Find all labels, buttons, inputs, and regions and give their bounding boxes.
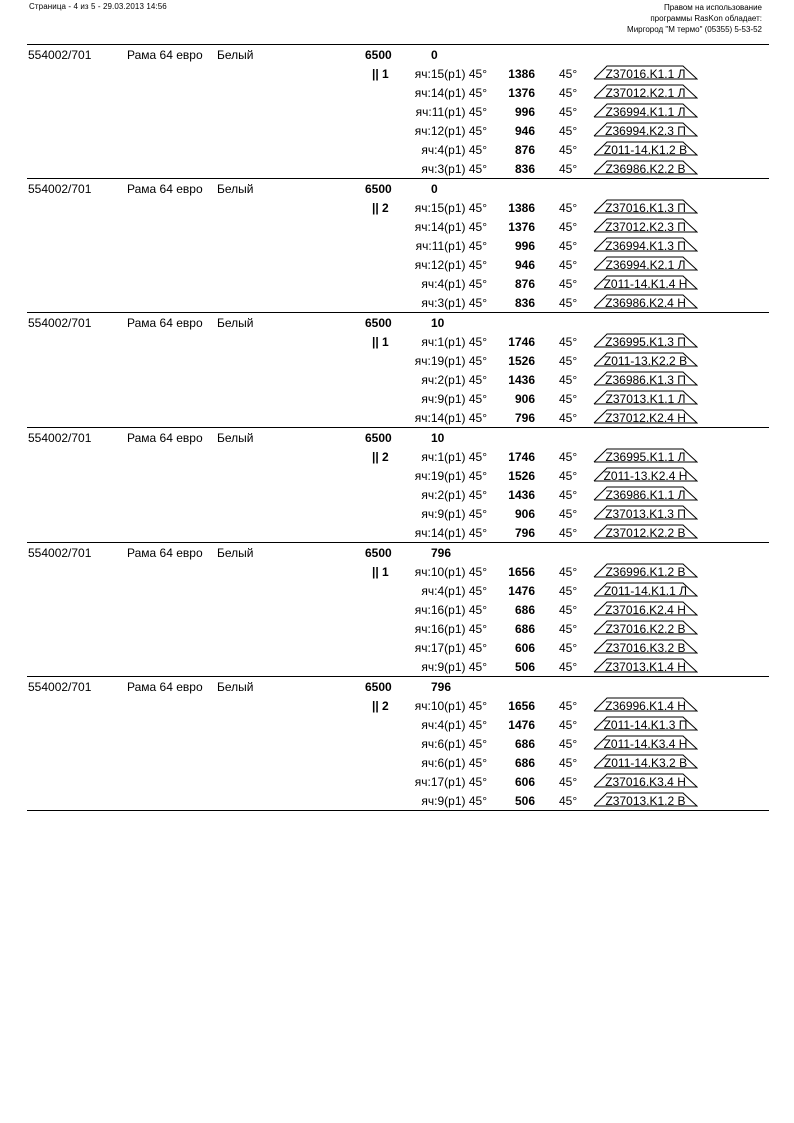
bar-header-row xyxy=(27,677,769,696)
profile-name: Рама 64 евро xyxy=(127,680,203,694)
cut-angle: 45° xyxy=(559,718,578,732)
part-mark-label: Z37016.K3.4 Н xyxy=(605,775,686,789)
cut-row xyxy=(27,619,769,638)
cell-ref: яч:3(р1) 45° xyxy=(421,296,487,310)
part-mark xyxy=(593,65,698,80)
cut-size: 996 xyxy=(514,239,535,253)
cut-row xyxy=(27,715,769,734)
bar-offset: 0 xyxy=(431,48,438,62)
profile-color: Белый xyxy=(217,48,254,62)
cut-row xyxy=(27,236,769,255)
cut-row xyxy=(27,370,769,389)
cell-ref: яч:15(р1) 45° xyxy=(414,201,487,215)
profile-bar-group xyxy=(27,45,769,179)
cell-ref: яч:2(р1) 45° xyxy=(421,373,487,387)
cut-angle: 45° xyxy=(559,354,578,368)
bar-side: || 1 xyxy=(372,335,389,349)
part-mark-label: Z37012.K2.4 Н xyxy=(605,411,686,425)
cell-ref: яч:10(р1) 45° xyxy=(414,699,487,713)
cell-ref: яч:14(р1) 45° xyxy=(414,220,487,234)
part-mark-label: Z36994.K2.1 Л xyxy=(605,258,686,272)
cut-size: 1656 xyxy=(508,699,535,713)
part-mark xyxy=(593,601,698,616)
cell-ref: яч:6(р1) 45° xyxy=(421,737,487,751)
cell-ref: яч:4(р1) 45° xyxy=(421,584,487,598)
part-mark xyxy=(593,467,698,482)
license-line: программы RasKon обладает: xyxy=(650,14,762,23)
cut-angle: 45° xyxy=(559,507,578,521)
cut-row xyxy=(27,581,769,600)
profile-code: 554002/701 xyxy=(28,316,92,330)
profile-bar-group xyxy=(27,677,769,811)
cut-row xyxy=(27,140,769,159)
part-mark-label: Z36986.K2.2 В xyxy=(605,162,686,176)
cell-ref: яч:14(р1) 45° xyxy=(414,411,487,425)
profile-name: Рама 64 евро xyxy=(127,316,203,330)
part-mark-label: Z011-14.K1.1 Л xyxy=(603,584,688,598)
part-mark xyxy=(593,275,698,290)
bar-side: || 1 xyxy=(372,67,389,81)
cut-angle: 45° xyxy=(559,756,578,770)
cell-ref: яч:19(р1) 45° xyxy=(414,469,487,483)
cut-angle: 45° xyxy=(559,258,578,272)
bar-offset: 0 xyxy=(431,182,438,196)
cut-size: 906 xyxy=(514,507,535,521)
part-mark xyxy=(593,582,698,597)
cell-ref: яч:1(р1) 45° xyxy=(421,450,487,464)
cut-angle: 45° xyxy=(559,737,578,751)
cut-angle: 45° xyxy=(559,660,578,674)
cut-row xyxy=(27,274,769,293)
bar-side: || 1 xyxy=(372,565,389,579)
bar-header-row xyxy=(27,179,769,198)
cut-row xyxy=(27,734,769,753)
cell-ref: яч:17(р1) 45° xyxy=(414,641,487,655)
part-mark-label: Z36996.K1.2 В xyxy=(605,565,686,579)
part-mark xyxy=(593,160,698,175)
cut-row xyxy=(27,255,769,274)
part-mark-label: Z37013.K1.3 П xyxy=(605,507,686,521)
cut-size: 686 xyxy=(514,737,535,751)
profile-bar-group xyxy=(27,543,769,677)
part-mark xyxy=(593,524,698,539)
cut-size: 1376 xyxy=(508,86,535,100)
bar-length: 6500 xyxy=(365,316,392,330)
license-owner: Миргород "M термо" (05355) 5-53-52 xyxy=(627,25,762,34)
cut-size: 1476 xyxy=(508,584,535,598)
bar-length: 6500 xyxy=(365,546,392,560)
part-mark xyxy=(593,122,698,137)
cell-ref: яч:19(р1) 45° xyxy=(414,354,487,368)
cell-ref: яч:1(р1) 45° xyxy=(421,335,487,349)
cell-ref: яч:14(р1) 45° xyxy=(414,526,487,540)
page-info: Страница - 4 из 5 - 29.03.2013 14:56 xyxy=(29,2,167,11)
cut-row xyxy=(27,657,769,676)
profile-bar-group xyxy=(27,313,769,428)
cut-angle: 45° xyxy=(559,469,578,483)
cut-angle: 45° xyxy=(559,143,578,157)
cell-ref: яч:11(р1) 45° xyxy=(415,105,487,119)
part-mark-label: Z37016.K1.3 П xyxy=(605,201,686,215)
cut-angle: 45° xyxy=(559,775,578,789)
cut-size: 1746 xyxy=(508,450,535,464)
part-mark-label: Z36994.K1.3 П xyxy=(605,239,686,253)
cell-ref: яч:11(р1) 45° xyxy=(415,239,487,253)
part-mark-label: Z37013.K1.4 Н xyxy=(605,660,686,674)
cut-size: 796 xyxy=(514,526,535,540)
cut-angle: 45° xyxy=(559,488,578,502)
cut-row xyxy=(27,198,769,217)
part-mark-label: Z37013.K1.1 Л xyxy=(605,392,686,406)
part-mark xyxy=(593,103,698,118)
part-mark xyxy=(593,792,698,807)
bar-length: 6500 xyxy=(365,182,392,196)
part-mark-label: Z37016.K3.2 В xyxy=(605,641,686,655)
part-mark-label: Z36986.K1.1 Л xyxy=(605,488,686,502)
part-mark-label: Z011-13.K2.4 Н xyxy=(603,469,688,483)
part-mark xyxy=(593,333,698,348)
part-mark xyxy=(593,390,698,405)
cut-angle: 45° xyxy=(559,622,578,636)
cut-row xyxy=(27,791,769,810)
bar-offset: 10 xyxy=(431,431,445,445)
cut-angle: 45° xyxy=(559,450,578,464)
part-mark xyxy=(593,352,698,367)
part-mark-label: Z36986.K1.3 П xyxy=(605,373,686,387)
part-mark xyxy=(593,141,698,156)
part-mark-label: Z36996.K1.4 Н xyxy=(605,699,686,713)
bar-header-row xyxy=(27,543,769,562)
profile-color: Белый xyxy=(217,431,254,445)
cut-row xyxy=(27,485,769,504)
cell-ref: яч:6(р1) 45° xyxy=(421,756,487,770)
part-mark-label: Z36994.K1.1 Л xyxy=(605,105,686,119)
profile-color: Белый xyxy=(217,546,254,560)
cut-size: 606 xyxy=(514,775,535,789)
cut-angle: 45° xyxy=(559,526,578,540)
part-mark xyxy=(593,84,698,99)
bar-offset: 10 xyxy=(431,316,445,330)
bar-header-row xyxy=(27,313,769,332)
part-mark xyxy=(593,448,698,463)
cut-angle: 45° xyxy=(559,335,578,349)
cut-angle: 45° xyxy=(559,124,578,138)
cell-ref: яч:2(р1) 45° xyxy=(421,488,487,502)
profile-code: 554002/701 xyxy=(28,546,92,560)
part-mark xyxy=(593,218,698,233)
cut-angle: 45° xyxy=(559,373,578,387)
cut-size: 1526 xyxy=(508,354,535,368)
part-mark-label: Z37016.K2.4 Н xyxy=(605,603,686,617)
cut-size: 506 xyxy=(514,660,535,674)
cut-row xyxy=(27,217,769,236)
part-mark xyxy=(593,754,698,769)
cut-row xyxy=(27,504,769,523)
cut-size: 686 xyxy=(514,622,535,636)
cut-angle: 45° xyxy=(559,105,578,119)
cell-ref: яч:16(р1) 45° xyxy=(414,622,487,636)
cut-angle: 45° xyxy=(559,603,578,617)
cell-ref: яч:9(р1) 45° xyxy=(421,392,487,406)
part-mark-label: Z37012.K2.3 П xyxy=(605,220,686,234)
part-mark xyxy=(593,199,698,214)
cell-ref: яч:12(р1) 45° xyxy=(414,258,487,272)
part-mark-label: Z37016.K1.1 Л xyxy=(605,67,686,81)
cut-size: 686 xyxy=(514,756,535,770)
part-mark-label: Z36995.K1.3 П xyxy=(605,335,686,349)
bar-length: 6500 xyxy=(365,680,392,694)
bar-header-row xyxy=(27,45,769,64)
cut-angle: 45° xyxy=(559,392,578,406)
profile-bar-group xyxy=(27,179,769,313)
cut-size: 1436 xyxy=(508,373,535,387)
part-mark-label: Z36995.K1.1 Л xyxy=(605,450,686,464)
part-mark xyxy=(593,716,698,731)
profile-code: 554002/701 xyxy=(28,680,92,694)
part-mark xyxy=(593,563,698,578)
cut-size: 946 xyxy=(514,124,535,138)
part-mark xyxy=(593,620,698,635)
profile-name: Рама 64 евро xyxy=(127,182,203,196)
bar-length: 6500 xyxy=(365,48,392,62)
cut-row xyxy=(27,121,769,140)
part-mark xyxy=(593,697,698,712)
cut-size: 876 xyxy=(514,143,535,157)
part-mark xyxy=(593,773,698,788)
bar-side: || 2 xyxy=(372,699,389,713)
cut-row xyxy=(27,83,769,102)
cut-row xyxy=(27,638,769,657)
part-mark-label: Z011-14.K1.3 П xyxy=(603,718,688,732)
bar-header-row xyxy=(27,428,769,447)
profile-code: 554002/701 xyxy=(28,48,92,62)
part-mark xyxy=(593,505,698,520)
cut-row xyxy=(27,523,769,542)
part-mark xyxy=(593,256,698,271)
part-mark-label: Z011-14.K3.4 Н xyxy=(603,737,688,751)
cut-size: 796 xyxy=(514,411,535,425)
cut-angle: 45° xyxy=(559,239,578,253)
license-block xyxy=(627,2,762,35)
profile-color: Белый xyxy=(217,316,254,330)
profile-color: Белый xyxy=(217,680,254,694)
cut-size: 1386 xyxy=(508,67,535,81)
cut-size: 946 xyxy=(514,258,535,272)
cut-row xyxy=(27,562,769,581)
bar-offset: 796 xyxy=(431,546,452,560)
bar-side: || 2 xyxy=(372,201,389,215)
cut-size: 996 xyxy=(514,105,535,119)
part-mark xyxy=(593,735,698,750)
cut-size: 1386 xyxy=(508,201,535,215)
cell-ref: яч:4(р1) 45° xyxy=(421,277,487,291)
cell-ref: яч:10(р1) 45° xyxy=(414,565,487,579)
cut-size: 686 xyxy=(514,603,535,617)
profile-code: 554002/701 xyxy=(28,431,92,445)
cell-ref: яч:4(р1) 45° xyxy=(421,143,487,157)
part-mark-label: Z011-14.K3.2 В xyxy=(603,756,688,770)
cut-angle: 45° xyxy=(559,699,578,713)
cell-ref: яч:17(р1) 45° xyxy=(414,775,487,789)
profile-name: Рама 64 евро xyxy=(127,546,203,560)
profile-bar-group xyxy=(27,428,769,543)
part-mark-label: Z011-14.K1.2 В xyxy=(603,143,688,157)
part-mark xyxy=(593,639,698,654)
cut-angle: 45° xyxy=(559,565,578,579)
bar-side: || 2 xyxy=(372,450,389,464)
part-mark-label: Z37013.K1.2 В xyxy=(605,794,686,808)
cut-size: 1656 xyxy=(508,565,535,579)
cut-size: 876 xyxy=(514,277,535,291)
cell-ref: яч:9(р1) 45° xyxy=(421,660,487,674)
cell-ref: яч:12(р1) 45° xyxy=(414,124,487,138)
cut-row xyxy=(27,408,769,427)
cut-angle: 45° xyxy=(559,794,578,808)
part-mark xyxy=(593,658,698,673)
cut-row xyxy=(27,600,769,619)
part-mark xyxy=(593,371,698,386)
part-mark xyxy=(593,486,698,501)
cut-size: 506 xyxy=(514,794,535,808)
cut-row xyxy=(27,696,769,715)
profile-code: 554002/701 xyxy=(28,182,92,196)
cut-angle: 45° xyxy=(559,584,578,598)
part-mark xyxy=(593,409,698,424)
cut-row xyxy=(27,772,769,791)
cut-angle: 45° xyxy=(559,201,578,215)
cut-size: 1476 xyxy=(508,718,535,732)
part-mark-label: Z011-13.K2.2 В xyxy=(603,354,688,368)
part-mark xyxy=(593,237,698,252)
cut-size: 1526 xyxy=(508,469,535,483)
part-mark-label: Z36986.K2.4 Н xyxy=(605,296,686,310)
cut-angle: 45° xyxy=(559,67,578,81)
cut-row xyxy=(27,466,769,485)
cut-row xyxy=(27,447,769,466)
cut-row xyxy=(27,159,769,178)
part-mark-label: Z37012.K2.1 Л xyxy=(605,86,686,100)
cut-size: 606 xyxy=(514,641,535,655)
cut-row xyxy=(27,293,769,312)
profile-name: Рама 64 евро xyxy=(127,431,203,445)
cut-row xyxy=(27,753,769,772)
cell-ref: яч:16(р1) 45° xyxy=(414,603,487,617)
part-mark-label: Z37016.K2.2 В xyxy=(605,622,686,636)
cell-ref: яч:9(р1) 45° xyxy=(421,507,487,521)
cut-angle: 45° xyxy=(559,641,578,655)
part-mark-label: Z011-14.K1.4 Н xyxy=(603,277,688,291)
cut-row xyxy=(27,102,769,121)
cut-row xyxy=(27,351,769,370)
bar-offset: 796 xyxy=(431,680,452,694)
cut-angle: 45° xyxy=(559,86,578,100)
part-mark xyxy=(593,294,698,309)
part-mark-label: Z37012.K2.2 В xyxy=(605,526,686,540)
profile-color: Белый xyxy=(217,182,254,196)
cut-size: 836 xyxy=(514,162,535,176)
cut-angle: 45° xyxy=(559,162,578,176)
cut-angle: 45° xyxy=(559,220,578,234)
profile-name: Рама 64 евро xyxy=(127,48,203,62)
cell-ref: яч:9(р1) 45° xyxy=(421,794,487,808)
cut-row xyxy=(27,332,769,351)
cut-row xyxy=(27,64,769,83)
cell-ref: яч:15(р1) 45° xyxy=(414,67,487,81)
cut-row xyxy=(27,389,769,408)
cut-angle: 45° xyxy=(559,296,578,310)
cut-size: 1376 xyxy=(508,220,535,234)
cut-size: 906 xyxy=(514,392,535,406)
cell-ref: яч:3(р1) 45° xyxy=(421,162,487,176)
cut-angle: 45° xyxy=(559,411,578,425)
part-mark-label: Z36994.K2.3 П xyxy=(605,124,686,138)
license-line: Правом на использование xyxy=(664,3,762,12)
cut-angle: 45° xyxy=(559,277,578,291)
cut-size: 1746 xyxy=(508,335,535,349)
cut-size: 836 xyxy=(514,296,535,310)
cell-ref: яч:14(р1) 45° xyxy=(414,86,487,100)
bar-length: 6500 xyxy=(365,431,392,445)
cut-size: 1436 xyxy=(508,488,535,502)
cell-ref: яч:4(р1) 45° xyxy=(421,718,487,732)
cutting-list xyxy=(27,44,769,811)
